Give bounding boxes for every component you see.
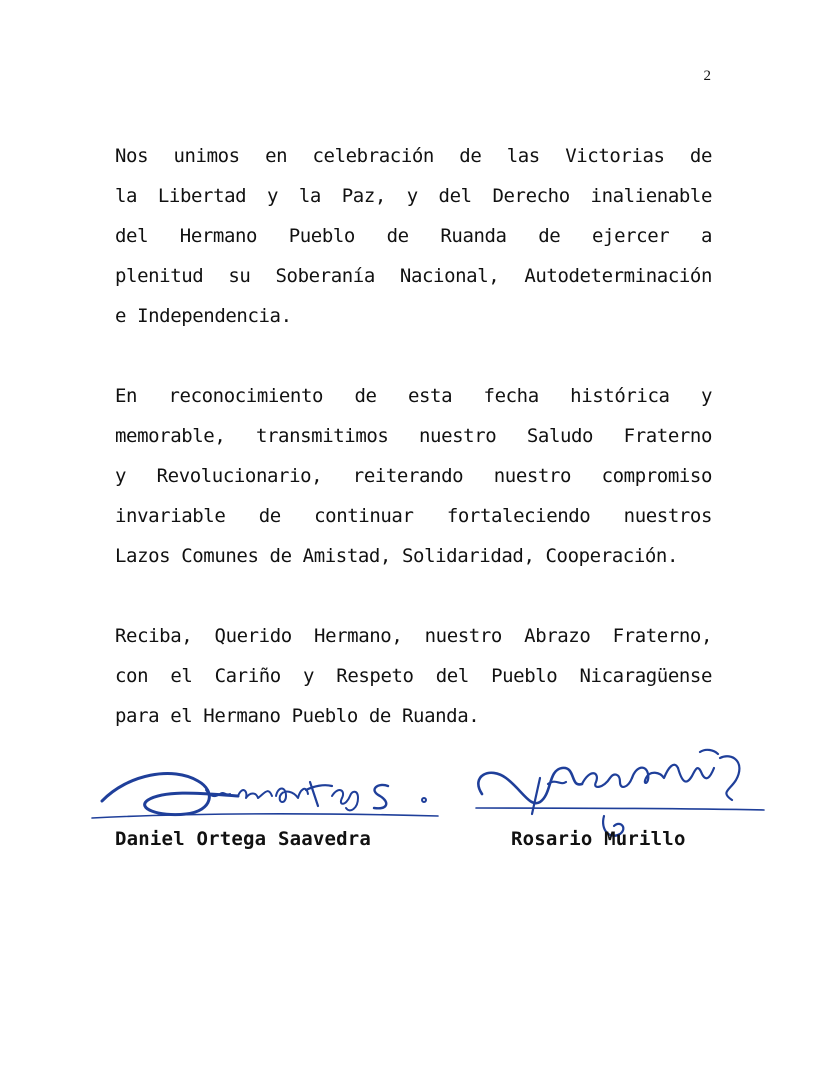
- text-line: del Hermano Pueblo de Ruanda de ejercer a: [115, 225, 712, 247]
- text-line: con el Cariño y Respeto del Pueblo Nicaragüense: [115, 665, 712, 687]
- text-line: Lazos Comunes de Amistad, Solidaridad, Cooperación.: [115, 545, 678, 567]
- text-line: En reconocimiento de esta fecha histórica y: [115, 385, 712, 407]
- paragraph-celebration: [115, 136, 712, 336]
- text-line: invariable de continuar fortaleciendo nuestros: [115, 505, 712, 527]
- signer-name-right: Rosario Murillo: [511, 828, 686, 850]
- paragraph-recognition: [115, 376, 712, 576]
- text-line: la Libertad y la Paz, y del Derecho inalienable: [115, 185, 712, 207]
- text-line: e Independencia.: [115, 305, 292, 327]
- text-line: memorable, transmitimos nuestro Saludo Fraterno: [115, 425, 712, 447]
- text-line: para el Hermano Pueblo de Ruanda.: [115, 705, 480, 727]
- letter-body: [115, 136, 712, 776]
- text-line: Reciba, Querido Hermano, nuestro Abrazo Fraterno,: [115, 625, 712, 647]
- signature-left: [88, 756, 448, 836]
- text-line: y Revolucionario, reiterando nuestro compromiso: [115, 465, 712, 487]
- text-line: plenitud su Soberanía Nacional, Autodeterminación: [115, 265, 712, 287]
- text-line: Nos unimos en celebración de las Victorias de: [115, 145, 712, 167]
- signer-name-left: Daniel Ortega Saavedra: [115, 828, 372, 850]
- page-number: 2: [703, 68, 711, 84]
- paragraph-closing: [115, 616, 712, 736]
